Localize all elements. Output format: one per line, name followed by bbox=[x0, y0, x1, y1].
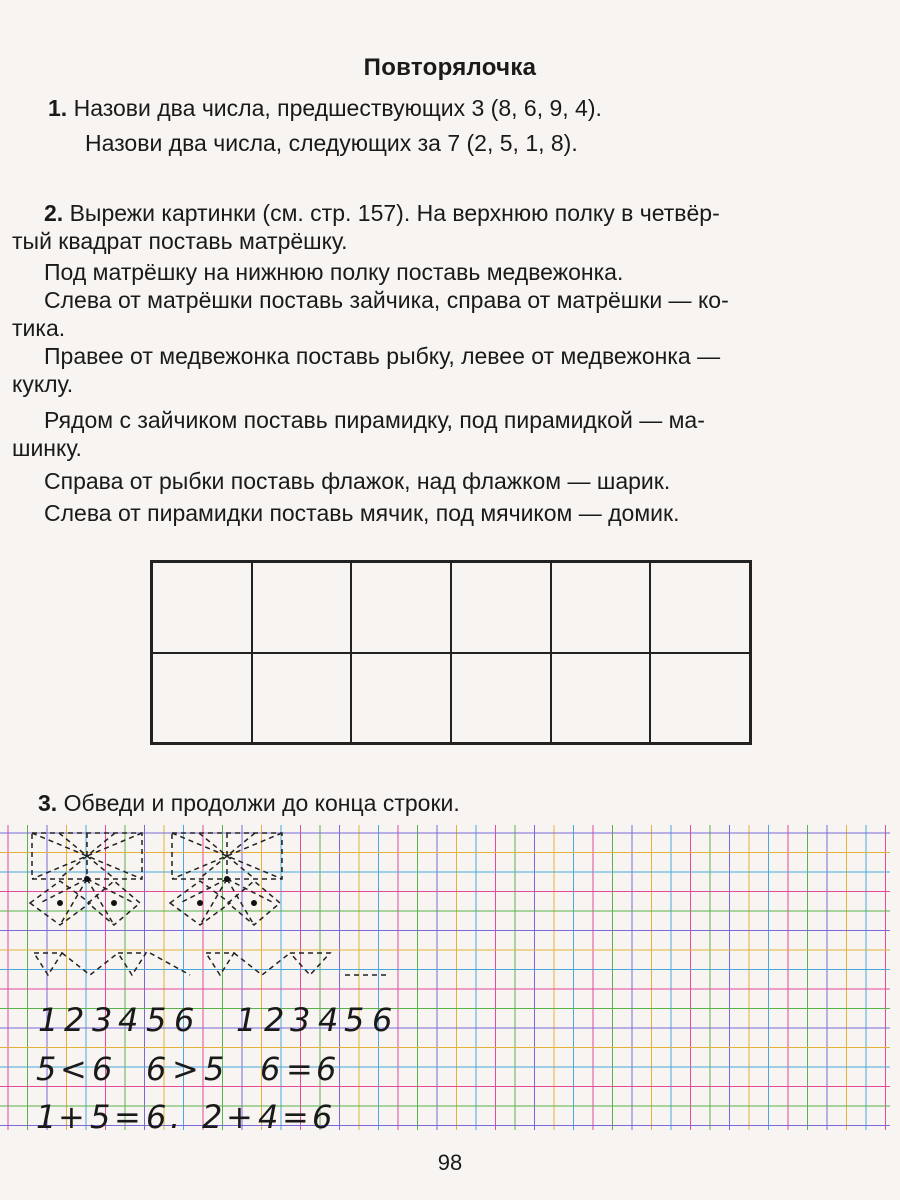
handwritten-char: 1 bbox=[236, 1001, 257, 1039]
handwritten-char: 6 bbox=[316, 1050, 337, 1088]
handwritten-char: > bbox=[172, 1050, 199, 1088]
shelf-cell[interactable] bbox=[551, 653, 651, 744]
handwritten-char: . bbox=[170, 1098, 181, 1136]
shelf-cell[interactable] bbox=[451, 653, 551, 744]
task2-line-9: Справа от рыбки поставь флажок, над флажком — шарик. bbox=[44, 468, 671, 494]
handwritten-char: = bbox=[114, 1098, 141, 1136]
task2-line-5: Правее от медвежонка поставь рыбку, левее от медвежонка — bbox=[44, 343, 721, 369]
task3-line bbox=[38, 790, 460, 817]
handwritten-char: 1 bbox=[36, 1098, 57, 1136]
task2-line-8: шинку. bbox=[12, 435, 82, 461]
handwritten-char: < bbox=[60, 1050, 87, 1088]
handwritten-char: 2 bbox=[264, 1001, 285, 1039]
task3-number: 3. bbox=[38, 790, 58, 816]
digits-row-2 bbox=[36, 1050, 336, 1088]
handwritten-char: 5 bbox=[146, 1001, 167, 1039]
handwritten-char: 6 bbox=[372, 1001, 393, 1039]
shelf-cell[interactable] bbox=[152, 562, 252, 653]
handwritten-char: 5 bbox=[36, 1050, 57, 1088]
handwritten-char: 4 bbox=[118, 1001, 139, 1039]
shelf-cell[interactable] bbox=[351, 653, 451, 744]
handwritten-char: 3 bbox=[290, 1001, 311, 1039]
shelf-cell[interactable] bbox=[551, 562, 651, 653]
task2-line-2: Под матрёшку на нижнюю полку поставь медвежонка. bbox=[44, 259, 624, 285]
handwritten-char: 6 bbox=[146, 1050, 167, 1088]
task2-line-0 bbox=[44, 200, 720, 227]
shelf-cell[interactable] bbox=[451, 562, 551, 653]
task2-line-4: тика. bbox=[12, 315, 66, 341]
handwritten-char: 1 bbox=[38, 1001, 59, 1039]
shelf-cell[interactable] bbox=[152, 653, 252, 744]
shelf-cell[interactable] bbox=[351, 562, 451, 653]
page-number: 98 bbox=[437, 1150, 463, 1175]
dashed-pattern-samples bbox=[30, 833, 390, 975]
handwritten-char: 5 bbox=[344, 1001, 365, 1039]
task1-text-1: Назови два числа, предшествующих 3 (8, 6, 9, 4). bbox=[73, 95, 602, 121]
page-title: Повторялочка bbox=[363, 54, 537, 81]
task1-number: 1. bbox=[48, 95, 68, 121]
handwritten-char: 2 bbox=[64, 1001, 85, 1039]
handwritten-char: 6 bbox=[92, 1050, 113, 1088]
task1-line1 bbox=[48, 95, 602, 122]
handwritten-char: = bbox=[282, 1098, 309, 1136]
handwritten-char: 3 bbox=[92, 1001, 113, 1039]
handwritten-char: 4 bbox=[318, 1001, 339, 1039]
task2-line-1: тый квадрат поставь матрёшку. bbox=[12, 228, 348, 254]
copybook-grid[interactable] bbox=[0, 825, 900, 1140]
handwritten-char: + bbox=[226, 1098, 253, 1136]
shelf-cell[interactable] bbox=[252, 653, 352, 744]
handwritten-char: 6 bbox=[260, 1050, 281, 1088]
shelf-cell[interactable] bbox=[252, 562, 352, 653]
handwritten-char: 6 bbox=[174, 1001, 195, 1039]
handwritten-char: 5 bbox=[204, 1050, 225, 1088]
task2-line-3: Слева от матрёшки поставь зайчика, справа от матрёшки — ко- bbox=[44, 287, 729, 313]
task2-line-7: Рядом с зайчиком поставь пирамидку, под пирамидкой — ма- bbox=[44, 407, 705, 433]
task3-text: Обведи и продолжи до конца строки. bbox=[63, 790, 460, 816]
shelf-cell[interactable] bbox=[650, 653, 750, 744]
zigzag-pattern bbox=[34, 953, 390, 975]
handwritten-char: 6 bbox=[146, 1098, 167, 1136]
task2-line-10: Слева от пирамидки поставь мячик, под мячиком — домик. bbox=[44, 500, 680, 526]
digits-row-3 bbox=[36, 1098, 332, 1136]
handwritten-char: 6 bbox=[312, 1098, 333, 1136]
handwritten-char: = bbox=[286, 1050, 313, 1088]
handwritten-char: 2 bbox=[202, 1098, 223, 1136]
task1-line2: Назови два числа, следующих за 7 (2, 5, 1, 8). bbox=[85, 130, 578, 156]
task2-text-0: Вырежи картинки (см. стр. 157). На верхнюю полку в четвёр- bbox=[69, 200, 720, 226]
handwritten-char: 5 bbox=[90, 1098, 111, 1136]
grid-lines bbox=[0, 825, 890, 1130]
handwritten-char: 4 bbox=[258, 1098, 279, 1136]
task2-line-6: куклу. bbox=[12, 371, 74, 397]
handwritten-char: + bbox=[58, 1098, 85, 1136]
shelves-grid bbox=[150, 560, 752, 745]
shelf-cell[interactable] bbox=[650, 562, 750, 653]
task2-number: 2. bbox=[44, 200, 64, 226]
